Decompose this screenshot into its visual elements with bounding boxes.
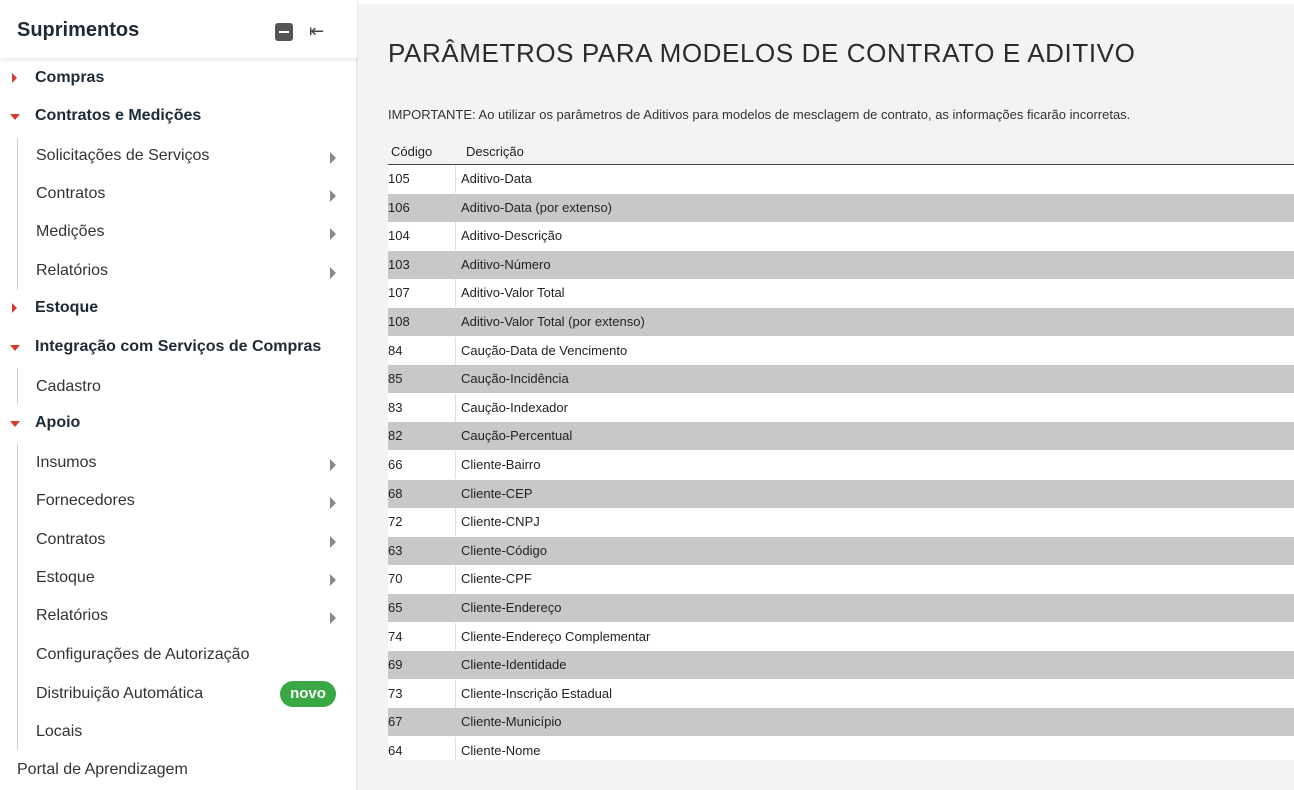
menu-item-insumos[interactable] <box>36 448 346 478</box>
column-separator <box>455 251 456 279</box>
section-integracao[interactable] <box>0 333 357 363</box>
cell-code: 66 <box>388 457 403 472</box>
cell-code: 72 <box>388 514 403 530</box>
menu-item-label: Estoque <box>36 569 95 586</box>
menu-item-label: Contratos <box>36 531 106 548</box>
cell-description: Cliente-Município <box>461 714 562 730</box>
chevron-right-icon <box>330 497 336 509</box>
column-separator <box>455 565 456 593</box>
cell-code: 104 <box>388 228 410 244</box>
cell-code: 63 <box>388 542 403 558</box>
important-notice: IMPORTANTE: Ao utilizar os parâmetros de Aditivos para modelos de mesclagem de contrato, as informações ficarão incorretas. <box>388 107 1131 122</box>
column-separator <box>455 708 456 736</box>
menu-item-label: Contratos <box>36 185 106 202</box>
column-separator <box>455 680 456 708</box>
cell-code: 82 <box>388 428 403 444</box>
column-separator <box>455 508 456 536</box>
menu-item-label: Locais <box>36 723 83 740</box>
cell-code: 103 <box>388 256 410 272</box>
column-separator <box>455 537 456 565</box>
column-header-code[interactable]: Código <box>391 144 433 159</box>
cell-description: Cliente-Nome <box>461 743 541 758</box>
table-row[interactable] <box>388 365 1294 393</box>
cell-description: Aditivo-Valor Total <box>461 285 565 301</box>
table-row[interactable] <box>388 194 1294 222</box>
column-separator <box>455 451 456 479</box>
dock-left-icon[interactable]: ⇤ <box>309 21 325 41</box>
table-row[interactable] <box>388 422 1294 450</box>
tree-line <box>17 138 18 290</box>
column-separator <box>455 594 456 622</box>
menu-item-label: Cadastro <box>36 378 101 395</box>
cell-code: 105 <box>388 171 410 186</box>
chevron-right-icon <box>330 536 336 548</box>
table-row[interactable] <box>388 508 1294 536</box>
menu-item-label: Configurações de Autorização <box>36 646 250 663</box>
cell-description: Cliente-Código <box>461 542 547 558</box>
cell-description: Aditivo-Número <box>461 256 551 272</box>
cell-code: 65 <box>388 600 403 615</box>
column-separator <box>455 737 456 760</box>
sidebar-title: Suprimentos <box>17 19 140 41</box>
cell-description: Cliente-Endereço <box>461 600 562 615</box>
chevron-right-icon <box>330 459 336 471</box>
section-label: Estoque <box>35 299 99 316</box>
menu-item-contratos[interactable] <box>36 179 346 209</box>
column-separator <box>455 480 456 508</box>
table-row[interactable] <box>388 165 1294 193</box>
table-row[interactable] <box>388 394 1294 422</box>
cell-description: Cliente-Inscrição Estadual <box>461 685 613 701</box>
section-label: Integração com Serviços de Compras <box>35 338 322 355</box>
cell-code: 73 <box>388 685 403 701</box>
caret-right-icon <box>12 73 17 83</box>
cell-description: Cliente-CNPJ <box>461 514 540 530</box>
column-separator <box>455 279 456 307</box>
table-row[interactable] <box>388 594 1294 622</box>
menu-item-configuracoes-autorizacao[interactable] <box>36 640 346 670</box>
menu-item-cadastro[interactable] <box>36 372 346 402</box>
column-separator <box>455 651 456 679</box>
tree-line <box>17 368 18 404</box>
collapse-all-icon[interactable] <box>275 23 293 41</box>
portal-link[interactable]: Portal de Aprendizagem <box>17 761 188 778</box>
column-separator <box>455 623 456 651</box>
column-separator <box>455 422 456 450</box>
column-separator <box>455 337 456 365</box>
page-title: PARÂMETROS PARA MODELOS DE CONTRATO E ADITIVO <box>388 38 1136 68</box>
cell-code: 108 <box>388 314 410 329</box>
cell-description: Caução-Indexador <box>461 399 568 415</box>
chevron-right-icon <box>330 267 336 279</box>
table-row[interactable] <box>388 451 1294 479</box>
menu-item-relatorios[interactable] <box>36 256 346 286</box>
cell-code: 83 <box>388 399 403 415</box>
new-badge: novo <box>280 681 336 707</box>
section-compras[interactable] <box>0 64 357 94</box>
column-separator <box>455 394 456 422</box>
tree-line <box>17 444 18 750</box>
column-separator <box>455 222 456 250</box>
column-header-description[interactable]: Descrição <box>466 144 524 159</box>
menu-item-label: Medições <box>36 223 105 240</box>
cell-code: 69 <box>388 657 403 673</box>
menu-item-solicitacoes[interactable] <box>36 141 346 171</box>
section-label: Compras <box>35 69 105 86</box>
cell-code: 74 <box>388 628 403 644</box>
table-row[interactable] <box>388 537 1294 565</box>
section-estoque[interactable] <box>0 294 357 324</box>
menu-item-fornecedores[interactable] <box>36 486 346 516</box>
menu-item-label: Insumos <box>36 454 97 471</box>
cell-description: Cliente-Endereço Complementar <box>461 628 651 644</box>
table-row[interactable] <box>388 251 1294 279</box>
table-row[interactable] <box>388 708 1294 736</box>
cell-description: Cliente-CEP <box>461 485 533 501</box>
cell-description: Cliente-CPF <box>461 571 532 587</box>
section-contratos-medicoes[interactable] <box>0 102 357 132</box>
cell-description: Cliente-Identidade <box>461 657 567 673</box>
menu-item-relatorios-apoio[interactable] <box>36 601 346 631</box>
cell-description: Aditivo-Valor Total (por extenso) <box>461 314 645 329</box>
table-row[interactable] <box>388 680 1294 708</box>
table-row[interactable] <box>388 737 1294 760</box>
cell-description: Aditivo-Descrição <box>461 228 563 244</box>
cell-code: 67 <box>388 714 403 730</box>
menu-item-distribuicao-automatica[interactable] <box>36 679 346 709</box>
table-row[interactable] <box>388 279 1294 307</box>
cell-code: 107 <box>388 285 410 301</box>
cell-code: 64 <box>388 743 403 758</box>
caret-right-icon <box>12 303 17 313</box>
table-row[interactable] <box>388 623 1294 651</box>
menu-item-label: Solicitações de Serviços <box>36 147 210 164</box>
cell-description: Aditivo-Data <box>461 171 532 186</box>
cell-description: Caução-Data de Vencimento <box>461 342 628 358</box>
section-apoio[interactable] <box>0 409 357 439</box>
menu-item-label: Relatórios <box>36 607 109 624</box>
column-separator <box>455 308 456 336</box>
sidebar-header <box>0 0 357 58</box>
table-row[interactable] <box>388 651 1294 679</box>
section-label: Contratos e Medições <box>35 107 202 124</box>
menu-item-label: Distribuição Automática <box>36 685 204 702</box>
chevron-right-icon <box>330 612 336 624</box>
menu-item-label: Fornecedores <box>36 492 135 509</box>
caret-down-icon <box>10 345 20 351</box>
menu-item-medicoes[interactable] <box>36 217 346 247</box>
cell-code: 70 <box>388 571 403 587</box>
menu-item-label: Relatórios <box>36 262 109 279</box>
chevron-right-icon <box>330 574 336 586</box>
table-row[interactable] <box>388 222 1294 250</box>
cell-code: 68 <box>388 485 403 501</box>
main-content <box>358 4 1294 790</box>
table-body <box>388 165 1294 760</box>
chevron-right-icon <box>330 190 336 202</box>
menu-item-locais[interactable] <box>36 717 346 747</box>
caret-down-icon <box>10 114 20 120</box>
table-header <box>388 142 1294 166</box>
table-row[interactable] <box>388 565 1294 593</box>
cell-code: 106 <box>388 199 410 215</box>
cell-description: Caução-Percentual <box>461 428 573 444</box>
cell-description: Aditivo-Data (por extenso) <box>461 199 613 215</box>
cell-code: 85 <box>388 371 403 387</box>
caret-down-icon <box>10 421 20 427</box>
column-separator <box>455 194 456 222</box>
table-row[interactable] <box>388 480 1294 508</box>
menu-item-contratos-apoio[interactable] <box>36 525 346 555</box>
chevron-right-icon <box>330 152 336 164</box>
column-separator <box>455 165 456 193</box>
chevron-right-icon <box>330 228 336 240</box>
table-row[interactable] <box>388 308 1294 336</box>
cell-description: Caução-Incidência <box>461 371 569 387</box>
table-row[interactable] <box>388 337 1294 365</box>
section-label: Apoio <box>35 414 81 431</box>
sidebar <box>0 0 357 790</box>
cell-description: Cliente-Bairro <box>461 457 541 472</box>
menu-item-estoque-apoio[interactable] <box>36 563 346 593</box>
column-separator <box>455 365 456 393</box>
cell-code: 84 <box>388 342 403 358</box>
